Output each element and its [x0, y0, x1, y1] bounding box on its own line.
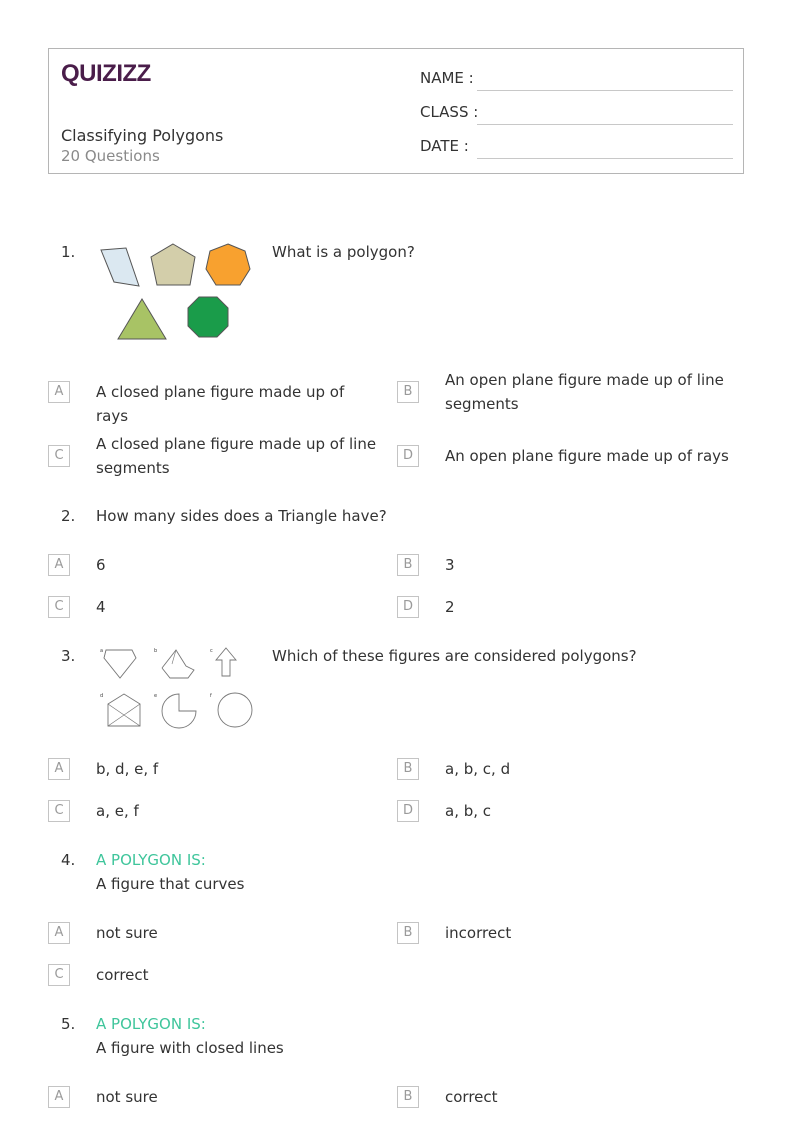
q4-option-a-box[interactable]: A: [48, 922, 70, 944]
figure-label-e: e: [154, 693, 158, 699]
question-3-number: 3.: [61, 647, 76, 665]
class-line[interactable]: [477, 124, 733, 125]
question-5-text: A figure with closed lines: [96, 1039, 284, 1057]
rhombus-shape: [101, 248, 139, 286]
question-2-text: How many sides does a Triangle have?: [96, 507, 387, 525]
q3-option-d-box[interactable]: D: [397, 800, 419, 822]
name-line[interactable]: [477, 90, 733, 91]
q2-option-c-box[interactable]: C: [48, 596, 70, 618]
q3-option-c-text: a, e, f: [96, 802, 139, 820]
question-5-number: 5.: [61, 1015, 76, 1033]
q3-option-a-box[interactable]: A: [48, 758, 70, 780]
figure-f-circle: [218, 693, 252, 727]
q4-option-b-text: incorrect: [445, 924, 512, 942]
q3-option-b-text: a, b, c, d: [445, 760, 511, 778]
figures-image: [96, 644, 261, 732]
figure-label-d: d: [100, 693, 104, 699]
date-label: DATE :: [420, 137, 469, 155]
q1-option-a-text: A closed plane figure made up of rays: [96, 383, 345, 425]
figure-c-up-arrow: [216, 648, 236, 676]
question-3-text: Which of these figures are considered polygons?: [272, 647, 637, 665]
name-label: NAME :: [420, 69, 474, 87]
worksheet-header: [48, 48, 744, 174]
q3-option-d-text: a, b, c: [445, 802, 492, 820]
q1-option-d-box[interactable]: D: [397, 445, 419, 467]
q1-option-b-text: An open plane figure made up of line segments: [445, 371, 724, 413]
figure-e-pie: [162, 694, 196, 728]
worksheet-title: Classifying Polygons: [61, 126, 224, 145]
triangle-shape: [118, 299, 166, 339]
heptagon-shape: [206, 244, 250, 285]
question-1-number: 1.: [61, 243, 76, 261]
q5-option-a-text: not sure: [96, 1088, 158, 1106]
q4-option-c-box[interactable]: C: [48, 964, 70, 986]
q1-option-c-text: A closed plane figure made up of line segments: [96, 435, 377, 477]
question-4-label: A POLYGON IS:: [96, 851, 206, 869]
q2-option-b-box[interactable]: B: [397, 554, 419, 576]
q5-option-a-box[interactable]: A: [48, 1086, 70, 1108]
q2-option-a-text: 6: [96, 556, 106, 574]
q1-option-a-box[interactable]: A: [48, 381, 70, 403]
figure-b-arrow: [162, 650, 194, 678]
polygons-image: [96, 240, 256, 344]
octagon-shape: [188, 297, 228, 337]
q2-option-c-text: 4: [96, 598, 106, 616]
question-4-number: 4.: [61, 851, 76, 869]
q1-option-b-box[interactable]: B: [397, 381, 419, 403]
q2-option-d-text: 2: [445, 598, 455, 616]
q2-option-a-box[interactable]: A: [48, 554, 70, 576]
question-1-text: What is a polygon?: [272, 243, 415, 261]
q3-option-c-box[interactable]: C: [48, 800, 70, 822]
q3-option-a-text: b, d, e, f: [96, 760, 159, 778]
question-5-label: A POLYGON IS:: [96, 1015, 206, 1033]
question-2-number: 2.: [61, 507, 76, 525]
q2-option-d-box[interactable]: D: [397, 596, 419, 618]
figure-label-b: b: [154, 648, 158, 654]
q1-option-d-text: An open plane figure made up of rays: [445, 447, 729, 465]
q1-option-c-box[interactable]: C: [48, 445, 70, 467]
question-4-text: A figure that curves: [96, 875, 245, 893]
class-label: CLASS :: [420, 103, 479, 121]
svg-text:QUIZIZZ: QUIZIZZ: [61, 60, 151, 87]
figure-label-f: f: [210, 693, 212, 699]
q5-option-b-box[interactable]: B: [397, 1086, 419, 1108]
figure-label-c: c: [210, 648, 213, 654]
q2-option-b-text: 3: [445, 556, 455, 574]
figure-label-a: a: [100, 648, 104, 654]
pentagon-shape: [151, 244, 195, 285]
q4-option-a-text: not sure: [96, 924, 158, 942]
q5-option-b-text: correct: [445, 1088, 498, 1106]
figure-d-envelope: [108, 694, 140, 726]
quizizz-logo: [61, 59, 161, 87]
q3-option-b-box[interactable]: B: [397, 758, 419, 780]
q4-option-b-box[interactable]: B: [397, 922, 419, 944]
question-count: 20 Questions: [61, 147, 160, 165]
q4-option-c-text: correct: [96, 966, 149, 984]
date-line[interactable]: [477, 158, 733, 159]
figure-a-diamond: [104, 650, 136, 678]
